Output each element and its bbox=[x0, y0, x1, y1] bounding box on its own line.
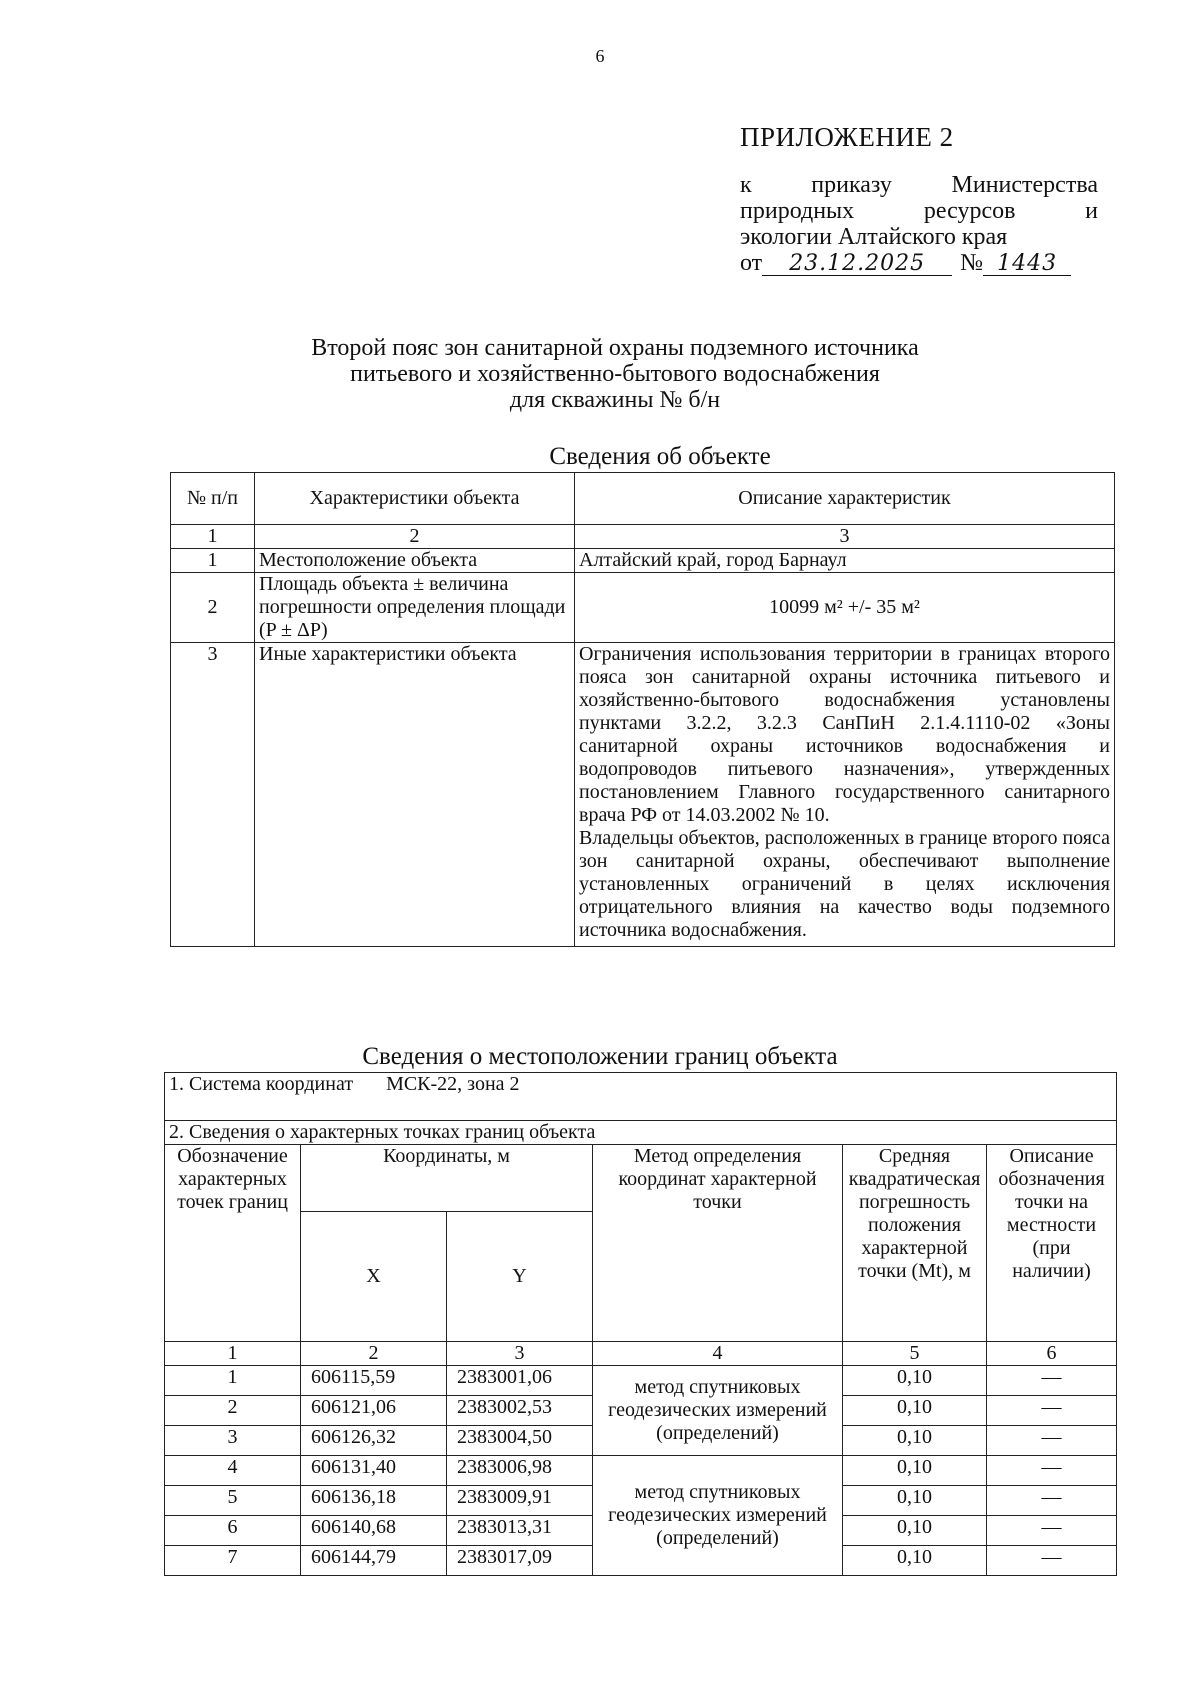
page-number: 6 bbox=[595, 46, 605, 66]
header-num: № п/п bbox=[171, 473, 255, 525]
coord-system-label: 1. Система координат bbox=[169, 1073, 354, 1095]
order-date-handwritten: 23.12.2025 bbox=[762, 253, 952, 276]
spacer-row bbox=[165, 1096, 1117, 1120]
method-group-2: метод спутниковых геодезических измерений (определений) bbox=[593, 1455, 843, 1575]
table-row: 5 606136,18 2383009,91 0,10 — bbox=[165, 1485, 1117, 1515]
table-row: 7 606144,79 2383017,09 0,10 — bbox=[165, 1545, 1117, 1575]
order-line-2: природных ресурсов и bbox=[740, 198, 1098, 224]
points-label: 2. Сведения о характерных точках границ объекта bbox=[165, 1120, 1117, 1144]
order-line-3: экологии Алтайского края bbox=[740, 224, 1008, 250]
header-description: Описание характеристик bbox=[575, 473, 1115, 525]
table-row: 1 Местоположение объекта Алтайский край, город Барнаул bbox=[171, 549, 1115, 573]
order-reference bbox=[740, 172, 1098, 276]
header-description: Описание обозначения точки на местности (при наличии) bbox=[987, 1144, 1117, 1341]
table-row: 2 Площадь объекта ± величина погрешности определения площади (P ± ΔP) 10099 м² +/- 35 м² bbox=[171, 573, 1115, 643]
header-characteristic: Характеристики объекта bbox=[255, 473, 575, 525]
object-info-title: Сведения об объекте bbox=[549, 443, 771, 470]
coord-system-value: МСК-22, зона 2 bbox=[386, 1073, 520, 1095]
order-number-handwritten: 1443 bbox=[983, 253, 1071, 276]
owners-paragraph: Владельцы объектов, расположенных в границе второго пояса зон санитарной охраны, обеспечивают выполнение установленных ограничений в целях исключения отрицательного влияния на качество воды подземного источника водоснабжения. bbox=[579, 827, 1110, 941]
points-header-row bbox=[165, 1144, 1117, 1211]
table-row: 4 606131,40 2383006,98 метод спутниковых геодезических измерений (определений) 0,10 — bbox=[165, 1455, 1117, 1485]
document-title: Второй пояс зон санитарной охраны подземного источника питьевого и хозяйственно-бытового водоснабжения для скважины № б/н bbox=[311, 335, 919, 413]
location-info-title: Сведения о местоположении границ объекта bbox=[362, 1043, 838, 1070]
method-group-1: метод спутниковых геодезических измерений (определений) bbox=[593, 1365, 843, 1455]
table-row: 3 Иные характеристики объекта Ограничения использования территории в границах второго пояса зон санитарной охраны источника питьевого и хозяйственно-бытового водоснабжения установлены пунктами 3.2.2, 3.2.3 СанПиН 2.1.4.1110-02 «Зоны санитарной охраны источников водоснабжения и водопроводов питьевого назначения», утвержденных постановлением Главного государственного санитарного врача РФ от 14.03.2002 № 10. Владельцы объектов, расположенных в границе второго пояса зон санитарной охраны, обеспечивают выполнение установленных ограничений в целях исключения отрицательного влияния на качество воды подземного источника водоснабжения. bbox=[171, 643, 1115, 947]
points-index-row: 1 2 3 4 5 6 bbox=[165, 1341, 1117, 1365]
object-info-table bbox=[170, 472, 1115, 947]
order-line-1: к приказу Министерства bbox=[740, 172, 1098, 198]
header-method: Метод определения координат характерной точки bbox=[593, 1144, 843, 1341]
points-label-row bbox=[165, 1120, 1117, 1144]
header-y: Y bbox=[447, 1211, 593, 1341]
table-header-row bbox=[171, 473, 1115, 525]
coordinates-table bbox=[164, 1072, 1117, 1576]
table-row: 3 606126,32 2383004,50 0,10 — bbox=[165, 1425, 1117, 1455]
table-row: 6 606140,68 2383013,31 0,10 — bbox=[165, 1515, 1117, 1545]
table-row: 2 606121,06 2383002,53 0,10 — bbox=[165, 1395, 1117, 1425]
header-x: X bbox=[301, 1211, 447, 1341]
coord-system-row bbox=[165, 1073, 1117, 1097]
order-date-number-line: от 23.12.2025 № 1443 bbox=[740, 250, 1098, 276]
header-point: Обозначение характерных точек границ bbox=[165, 1144, 301, 1341]
table-row: 1 606115,59 2383001,06 метод спутниковых геодезических измерений (определений) 0,10 — bbox=[165, 1365, 1117, 1395]
restrictions-paragraph: Ограничения использования территории в границах второго пояса зон санитарной охраны источника питьевого и хозяйственно-бытового водоснабжения установлены пунктами 3.2.2, 3.2.3 СанПиН 2.1.4.1110-02 «Зоны санитарной охраны источников водоснабжения и водопроводов питьевого назначения», утвержденных постановлением Главного государственного санитарного врача РФ от 14.03.2002 № 10. bbox=[579, 643, 1110, 826]
table-index-row: 1 2 3 bbox=[171, 525, 1115, 549]
header-error: Средняя квадратическая погрешность положения характерной точки (Mt), м bbox=[843, 1144, 987, 1341]
header-coords: Координаты, м bbox=[301, 1144, 593, 1211]
appendix-title: ПРИЛОЖЕНИЕ 2 bbox=[740, 122, 954, 152]
